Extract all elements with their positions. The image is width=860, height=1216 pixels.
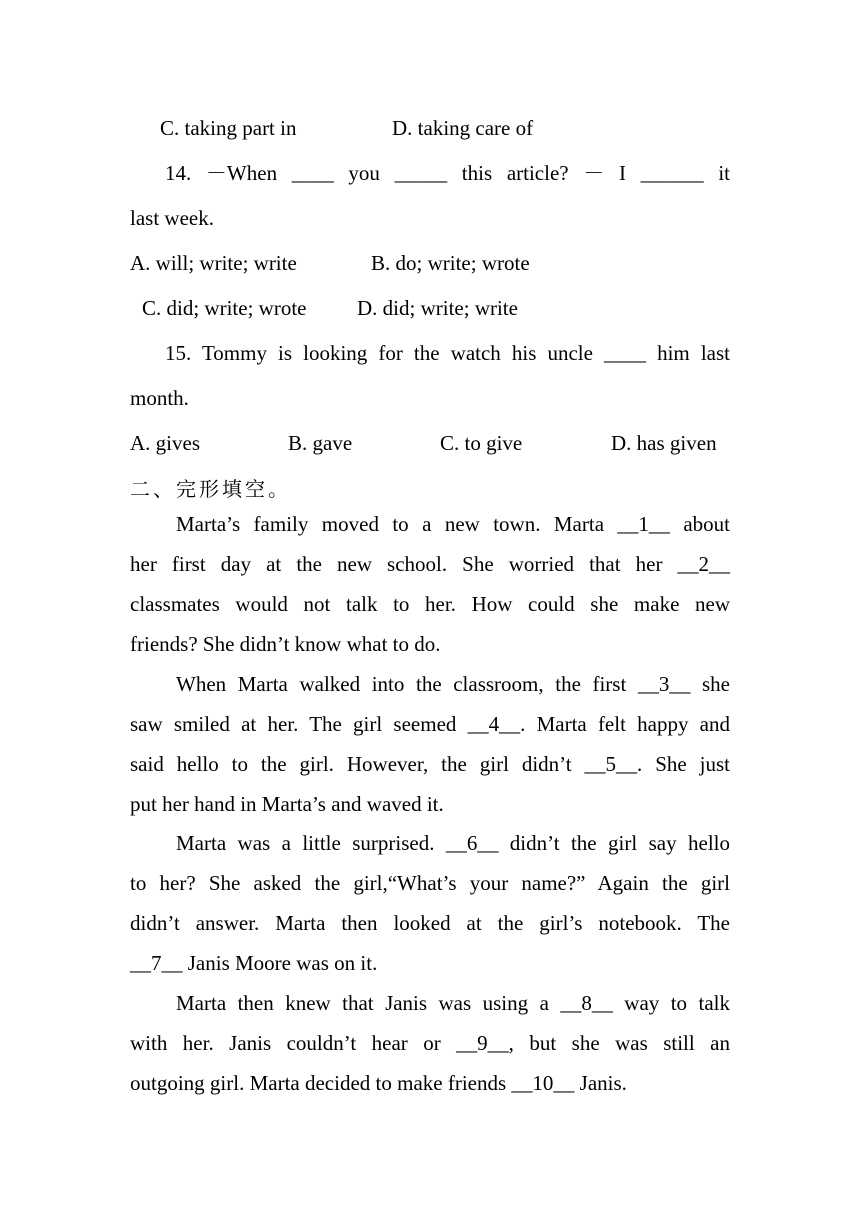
q14-option-d: D. did; write; write	[357, 296, 518, 320]
passage-p1-line3: classmates would not talk to her. How could she make new	[130, 592, 730, 616]
passage-p4-line3: outgoing girl. Marta decided to make friends __10__ Janis.	[130, 1071, 627, 1095]
q14-stem-line2: last week.	[130, 206, 214, 230]
passage-p3-line3: didn’t answer. Marta then looked at the girl’s notebook. The	[130, 911, 730, 935]
q15-stem-line1: 15. Tommy is looking for the watch his uncle ____ him last	[165, 341, 730, 365]
passage-p2-line2: saw smiled at her. The girl seemed __4__. Marta felt happy and	[130, 712, 730, 736]
q14-stem-line1: 14. －When ____ you _____ this article? － I ______ it	[165, 161, 730, 185]
passage-p4-line2: with her. Janis couldn’t hear or __9__, but she was still an	[130, 1031, 730, 1055]
q15-stem-line2: month.	[130, 386, 189, 410]
passage-p3-line4: __7__ Janis Moore was on it.	[130, 951, 378, 975]
passage-p1-line4: friends? She didn’t know what to do.	[130, 632, 441, 656]
passage-p2-line1: When Marta walked into the classroom, the first __3__ she	[176, 672, 730, 696]
passage-p1-line2: her first day at the new school. She worried that her __2__	[130, 552, 730, 576]
passage-p1-line1: Marta’s family moved to a new town. Marta __1__ about	[176, 512, 730, 536]
passage-p2-line3: said hello to the girl. However, the girl didn’t __5__. She just	[130, 752, 730, 776]
passage-p3-line2: to her? She asked the girl,“What’s your name?” Again the girl	[130, 871, 730, 895]
passage-p2-line4: put her hand in Marta’s and waved it.	[130, 792, 444, 816]
q14-option-c: C. did; write; wrote	[142, 296, 307, 320]
q14-option-a: A. will; write; write	[130, 251, 297, 275]
q15-option-c: C. to give	[440, 431, 523, 455]
q15-option-d: D. has given	[611, 431, 717, 455]
q13-option-c: C. taking part in	[160, 116, 297, 140]
q15-option-b: B. gave	[288, 431, 353, 455]
passage-p3-line1: Marta was a little surprised. __6__ didn’t the girl say hello	[176, 831, 730, 855]
q15-option-a: A. gives	[130, 431, 200, 455]
q14-option-b: B. do; write; wrote	[371, 251, 530, 275]
passage-p4-line1: Marta then knew that Janis was using a __8__ way to talk	[176, 991, 730, 1015]
section-heading: 二、完形填空。	[130, 477, 291, 501]
q13-option-d: D. taking care of	[392, 116, 534, 140]
